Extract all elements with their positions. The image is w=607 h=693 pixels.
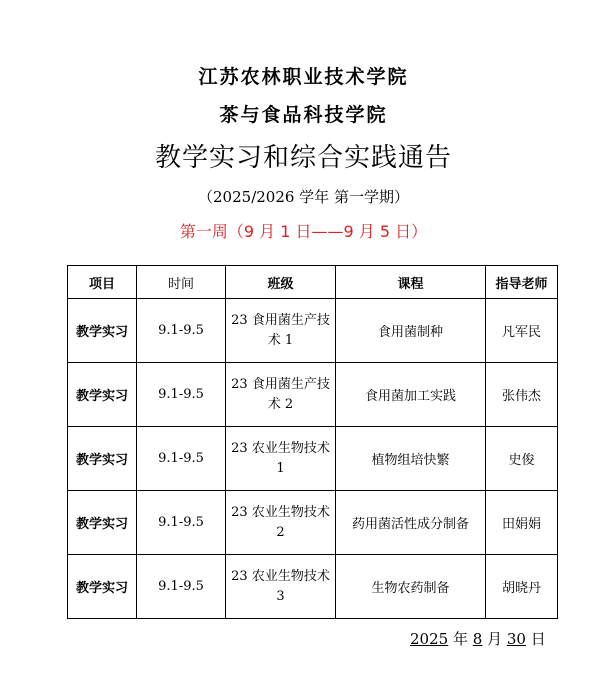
header-teacher: 指导老师 — [486, 266, 558, 299]
issue-date — [410, 628, 546, 649]
cell-time: 9.1-9.5 — [137, 555, 226, 619]
header-time: 时间 — [137, 266, 226, 299]
cell-class: 23 农业生物技术 1 — [226, 427, 336, 491]
date-year-unit: 年 — [452, 630, 468, 648]
cell-teacher: 张伟杰 — [486, 363, 558, 427]
date-day: 30 — [506, 630, 526, 648]
date-day-unit: 日 — [530, 630, 546, 648]
cell-item: 教学实习 — [68, 491, 137, 555]
cell-course: 植物组培快繁 — [336, 427, 486, 491]
cell-item: 教学实习 — [68, 363, 137, 427]
week-label: 第一周（9 月 1 日——9 月 5 日） — [179, 222, 428, 241]
table-header-row — [68, 266, 558, 299]
cell-time: 9.1-9.5 — [137, 299, 226, 363]
date-month: 8 — [472, 630, 483, 648]
header-item: 项目 — [68, 266, 137, 299]
date-month-unit: 月 — [487, 630, 503, 648]
cell-class: 23 食用菌生产技术 2 — [226, 363, 336, 427]
cell-class: 23 农业生物技术 3 — [226, 555, 336, 619]
cell-course: 食用菌制种 — [336, 299, 486, 363]
cell-teacher: 田娟娟 — [486, 491, 558, 555]
table-row — [68, 299, 558, 363]
cell-time: 9.1-9.5 — [137, 491, 226, 555]
cell-class: 23 农业生物技术 2 — [226, 491, 336, 555]
cell-item: 教学实习 — [68, 299, 137, 363]
cell-course: 药用菌活性成分制备 — [336, 491, 486, 555]
cell-time: 9.1-9.5 — [137, 363, 226, 427]
schedule-table — [67, 265, 558, 619]
cell-teacher: 胡晓丹 — [486, 555, 558, 619]
cell-course: 生物农药制备 — [336, 555, 486, 619]
cell-time: 9.1-9.5 — [137, 427, 226, 491]
header-course: 课程 — [336, 266, 486, 299]
cell-item: 教学实习 — [68, 555, 137, 619]
school-name: 江苏农林职业技术学院 — [198, 66, 409, 88]
header-class: 班级 — [226, 266, 336, 299]
table-row — [68, 363, 558, 427]
cell-item: 教学实习 — [68, 427, 137, 491]
date-year: 2025 — [410, 630, 449, 648]
table-row — [68, 555, 558, 619]
page-title: 教学实习和综合实践通告 — [154, 143, 452, 173]
cell-teacher: 凡军民 — [486, 299, 558, 363]
college-name: 茶与食品科技学院 — [219, 104, 388, 126]
table-row — [68, 427, 558, 491]
term-label: （2025/2026 学年 第一学期） — [198, 188, 409, 206]
cell-class: 23 食用菌生产技术 1 — [226, 299, 336, 363]
cell-teacher: 史俊 — [486, 427, 558, 491]
cell-course: 食用菌加工实践 — [336, 363, 486, 427]
table-row — [68, 491, 558, 555]
